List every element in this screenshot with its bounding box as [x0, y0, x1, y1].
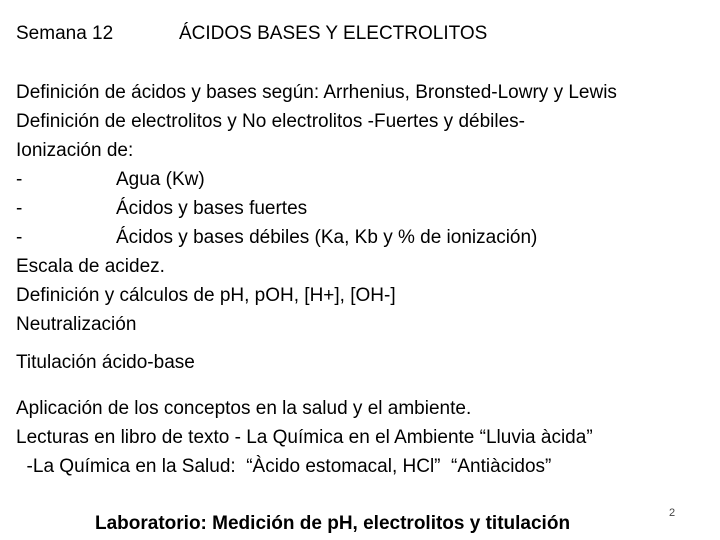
week-label: Semana 12	[16, 23, 114, 44]
line-ionization: Ionización de:	[16, 140, 134, 161]
line-definition-acids-bases: Definición de ácidos y bases según: Arrhenius, Bronsted-Lowry y Lewis	[16, 82, 617, 103]
lab-line: Laboratorio: Medición de pH, electrolitos y titulación	[95, 513, 571, 534]
bullet-item	[0, 194, 720, 223]
line-acidity-scale: Escala de acidez.	[16, 256, 165, 277]
line-application: Aplicación de los conceptos en la salud y el ambiente.	[16, 398, 472, 419]
line-titration: Titulación ácido-base	[16, 352, 195, 373]
slide-title: ÁCIDOS BASES Y ELECTROLITOS	[179, 23, 488, 44]
bullet-item	[0, 223, 720, 252]
line-definition-electrolytes: Definición de electrolitos y No electrolitos -Fuertes y débiles-	[16, 111, 525, 132]
bullet-text: Ácidos y bases débiles (Ka, Kb y % de ionización)	[116, 227, 538, 248]
line-readings-health: -La Química en la Salud: “Àcido estomacal, HCl” “Antiàcidos”	[16, 456, 552, 477]
bullet-dash: -	[16, 169, 23, 190]
line-neutralization: Neutralización	[16, 314, 137, 335]
page-number: 2	[669, 507, 676, 519]
bullet-dash: -	[16, 198, 23, 219]
bullet-dash: -	[16, 227, 23, 248]
bullet-text: Agua (Kw)	[116, 169, 205, 190]
line-readings-environment: Lecturas en libro de texto - La Química en el Ambiente “Lluvia àcida”	[16, 427, 593, 448]
bullet-item	[0, 165, 720, 194]
line-ph-calculations: Definición y cálculos de pH, pOH, [H+], [OH-]	[16, 285, 396, 306]
bullet-text: Ácidos y bases fuertes	[116, 198, 308, 219]
